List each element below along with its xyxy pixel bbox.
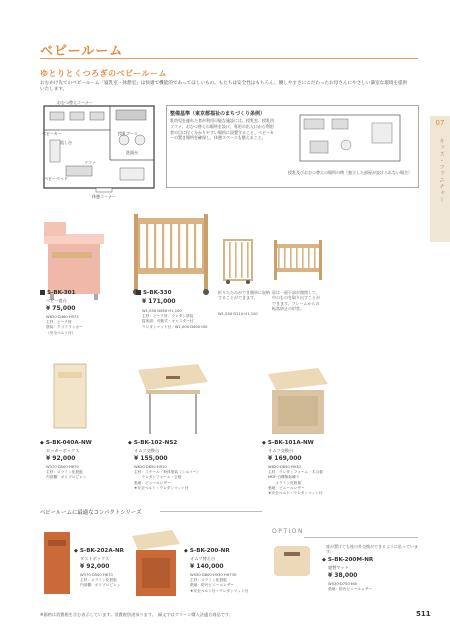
product-code: S-BK-301 [40, 290, 75, 296]
product-name: 寝替マット [328, 565, 349, 570]
product-code: ◆ S-BK-040A-NW [40, 440, 92, 446]
regulation-heading: 整備基準（東京都福祉のまちづくり条例） [170, 111, 265, 117]
product-spec: W620·D850·H910 主材：スチール・粉体塗装（シルバー） ウレタンフォーム・合板 張地：ビニールレザー ★安全ベルト・ウレタンマット付 [134, 465, 200, 490]
product-price: ¥ 38,000 [328, 572, 358, 579]
plan-label: 洗面台 [126, 150, 138, 155]
product-spec: W370·D500·H670 主材：メラミン化粧板 内部棚：ポリプロピレン [46, 465, 87, 480]
room-example-diagram [280, 111, 415, 167]
page-subtitle: ゆとりとくつろぎのベビールーム [40, 69, 168, 78]
product-spec: W550·D800·H930·HH730 主材：メラミン化粧板 張地：防汚ビニールレザー ★安全ベルト付・ウレタンマット付 [190, 573, 249, 593]
plan-label: 流し台 [60, 140, 72, 145]
product-name: ベビー寝台 [46, 298, 67, 303]
diamond-icon: ◆ [184, 548, 188, 554]
title-divider [40, 58, 418, 59]
product-spec: W620·D850·H930 主材：ウレタンフォーム・木合板 MDF·白樺無垢練り メラミン化粧板 張地：ビニールレザー ★安全ベルト・ウレタンマット付 [268, 465, 323, 495]
door-note: 扉は一面下部が開閉して、中のものを取り出すことができます。フレームからの転落防止の形状。 [272, 290, 320, 312]
intro-text: おむかけ先でのベビールーム「寝乳室・休憩室」は快適で機能的であってほしいもの。もたちは安全性はもちろん、優しやすさにこだわったお母さんにやさしい満室な環境を提供いたします。 [40, 81, 408, 93]
product-spec: W370·D500·H670 主材：メラミン化粧板 内部棚：ポリプロピレン [80, 573, 121, 588]
product-name: オムツ交換台 [134, 448, 160, 453]
product-code: ◆ S-BK-200-NR [184, 548, 230, 554]
product-spec: W1,050·D650·H1,100 主材：ビーチ材／ウレタン塗装 寝床面：可動式・キャスター付 ウレタンマット付：W1,000·D600·t50 [142, 309, 208, 329]
option-divider [304, 537, 418, 538]
product-price: ¥ 169,000 [268, 455, 302, 462]
baby-crib-image [130, 208, 212, 298]
folded-crib-image [218, 236, 268, 286]
option-label: OPTION [272, 528, 304, 535]
product-spec: W650·D460·H975 主材：ビーチ材 塗装：クリアラッカー （安全ベルト付） [46, 315, 83, 335]
room-caption: 授乳及びおむつ替えの場所の例（独立した部屋が設けられない場合） [288, 170, 412, 175]
plan-label: おむつ替えコーナー [57, 100, 93, 105]
product-price: ¥ 171,000 [142, 298, 176, 305]
plan-label: ベビーベッド [44, 176, 68, 181]
footer-note: ※価格は消費税を含む表示しています。消費税別途承ります。 緑文字はグリーン購入法適合商品です。 [40, 612, 233, 617]
diamond-icon: ◆ [128, 440, 132, 446]
section-label: ベビールームに最適なコンパクトシリーズ [40, 510, 142, 516]
page-number: 511 [416, 610, 431, 618]
diamond-icon: ◆ [322, 557, 326, 563]
product-price: ¥ 75,000 [46, 305, 76, 312]
product-code: S-BK-330 [136, 290, 171, 296]
section-divider [160, 511, 262, 512]
regulation-body: 乳幼児を連れた者が利用可能な施設には、授乳室、授乳用ソファ、おむつ替えの場所を設け、専用の出入口から利用者の目に付く分かりやすい場所に設置すること。ベビーカーの置き場所を確保し、休憩スペースも整えること。 [170, 118, 274, 141]
product-name: オムツ替え台 [190, 556, 216, 561]
product-spec: W530·D750·t60 張地：防汚ビニールレザー [328, 582, 373, 592]
changing-table-steel-image [128, 360, 214, 440]
compact-dust-box-image [40, 528, 74, 598]
side-tab-number: 07 [435, 119, 445, 127]
bullet-icon [40, 290, 45, 295]
product-price: ¥ 92,000 [46, 455, 76, 462]
product-code: ◆ S-BK-101A-NW [262, 440, 314, 446]
side-tab-label: キッズ・ファニチャー [438, 138, 444, 203]
diamond-icon: ◆ [74, 548, 78, 554]
product-name: オムツ交換台 [268, 448, 294, 453]
product-spec: W1,050·D210·H1,100 [218, 312, 258, 316]
option-note: 座が置けても座の外交換ができるように払っています。 [326, 544, 418, 555]
bullet-icon [136, 290, 141, 295]
diamond-icon: ◆ [262, 440, 266, 446]
product-price: ¥ 92,000 [80, 563, 110, 570]
product-price: ¥ 155,000 [134, 455, 168, 462]
plan-label: ベビーカー [42, 131, 62, 136]
product-code: ◆ S-BK-202A-NR [74, 548, 124, 554]
changing-table-pink-image [40, 212, 120, 302]
plan-label: ソファ [84, 160, 96, 165]
diamond-icon: ◆ [40, 440, 44, 446]
crib-side-image [270, 236, 326, 284]
page-title: ベビールーム [40, 44, 124, 59]
floor-plan-diagram [40, 100, 158, 200]
dust-box-image [40, 358, 100, 434]
product-code: ◆ S-BK-200M-NR [322, 557, 374, 563]
product-name: ダストボックス [80, 556, 110, 561]
plan-label: 休憩コーナー [92, 194, 116, 199]
option-mat-image [270, 540, 314, 582]
product-code: ◆ S-BK-102-NS2 [128, 440, 178, 446]
changing-table-wood-image [262, 360, 332, 440]
product-name: ロッカーボックス [46, 448, 80, 453]
product-price: ¥ 140,000 [190, 563, 224, 570]
fold-note: 折りたたみができ簡単に収納することができます。 [218, 290, 270, 301]
plan-label: 授乳ブース [118, 131, 138, 136]
